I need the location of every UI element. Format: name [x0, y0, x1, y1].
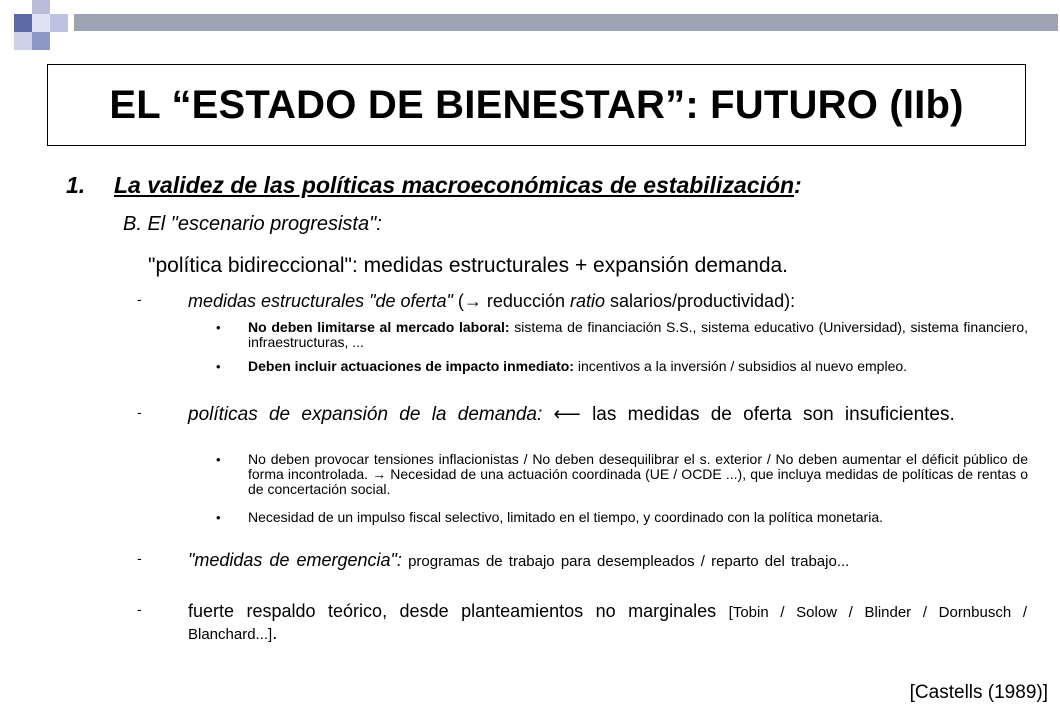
decor-square [32, 32, 50, 50]
subsection-b: B. El "escenario progresista": [123, 213, 382, 235]
bullet-item [216, 359, 1028, 374]
dash-marker: - [137, 404, 142, 420]
bullet-marker: • [216, 452, 221, 467]
section-heading-text: La validez de las políticas macroeconómicas de estabilización [114, 172, 795, 198]
list-item-text [188, 291, 1027, 312]
section-number: 1. [66, 172, 86, 198]
text-italic: "medidas de emergencia": [188, 550, 402, 570]
text-plain: . [272, 623, 278, 643]
slide-title: EL “ESTADO DE BIENESTAR”: FUTURO (IIb) [109, 82, 964, 127]
text-plain: sistema de financiación S.S., sistema educativo (Universidad), sistema financiero, infraestructuras, ... [248, 319, 1028, 350]
text-plain: programas de trabajo para desempleados / reparto del trabajo... [401, 553, 850, 570]
bullet-text: No deben provocar tensiones inflacionistas / No deben desequilibrar el s. exterior / No deben aumentar el déficit público de forma incontrolada. → Necesidad de una actuación coordinada (UE / OCDE ...), que incluya medidas de políticas de rentas o de concertación social. [248, 451, 1028, 497]
bullet-item [216, 452, 1028, 497]
bullet-marker: • [216, 510, 221, 525]
text-plain: fuerte respaldo teórico, desde planteamientos no marginales [188, 601, 729, 621]
bullet-marker: • [216, 359, 221, 374]
text-plain: incentivos a la inversión / subsidios al nuevo empleo. [573, 358, 908, 374]
top-decor-bar [74, 14, 1058, 31]
bullet-text [248, 320, 1028, 350]
title-box [47, 64, 1026, 146]
section-heading [66, 172, 802, 199]
citation: [Castells (1989)] [909, 682, 1048, 703]
list-item-text [188, 601, 1027, 645]
list-item-text [188, 550, 1027, 572]
text-bold: No deben limitarse al mercado laboral: [248, 319, 510, 335]
text-italic: medidas estructurales "de oferta" [188, 291, 453, 311]
bullet-marker: • [216, 320, 221, 335]
text-italic: ratio [569, 291, 605, 311]
bullet-item [216, 510, 1028, 525]
list-item [137, 601, 1027, 645]
list-item [137, 291, 1027, 312]
dash-marker: - [137, 550, 142, 566]
authors-list: [Tobin / Solow / Blinder / Dornbusch / Blanchard...] [188, 604, 1027, 643]
dash-marker: - [137, 291, 142, 307]
list-item [137, 404, 1027, 425]
text-plain: salarios/productividad): [604, 291, 796, 311]
text-plain: ⟵ las medidas de oferta son insuficientes. [542, 404, 955, 425]
policy-line: "política bidireccional": medidas estructurales + expansión demanda. [148, 254, 789, 277]
text-bold: Deben incluir actuaciones de impacto inmediato: [248, 358, 574, 374]
bullet-item [216, 320, 1028, 350]
section-heading-colon: : [794, 172, 802, 198]
list-item-text [188, 404, 1027, 425]
text-plain: (→ reducción [452, 291, 570, 311]
bullet-text [248, 359, 1028, 374]
list-item [137, 550, 1027, 572]
decor-square [14, 14, 32, 32]
decor-square [14, 32, 32, 50]
bullet-text: Necesidad de un impulso fiscal selectivo, limitado en el tiempo, y coordinado con la política monetaria. [248, 509, 884, 525]
dash-marker: - [137, 601, 142, 617]
decor-square [50, 14, 68, 32]
decor-square [32, 0, 50, 14]
text-italic: políticas de expansión de la demanda: [188, 404, 543, 425]
decor-square [32, 14, 50, 32]
